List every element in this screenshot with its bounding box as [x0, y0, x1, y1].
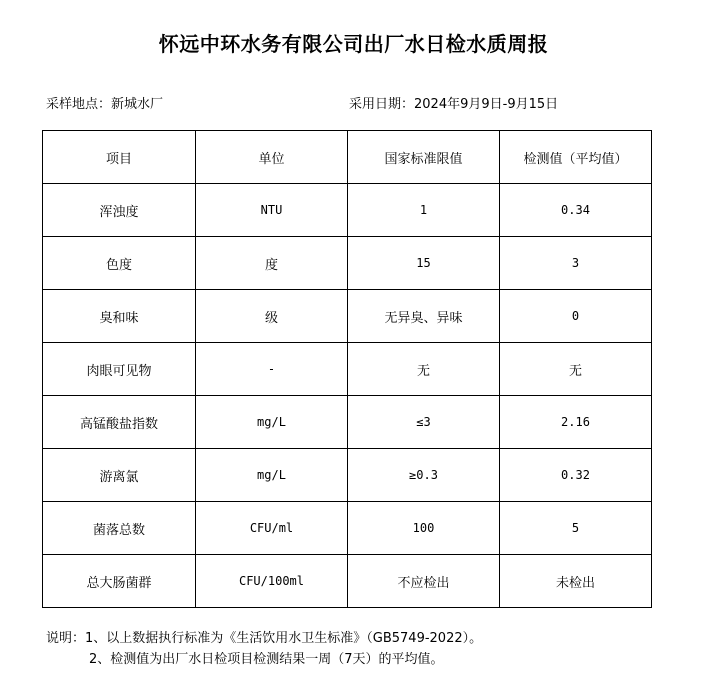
cell-unit: NTU	[196, 184, 348, 237]
table-row	[43, 184, 652, 237]
cell-item: 色度	[43, 237, 196, 290]
table-row	[43, 396, 652, 449]
sampling-date: 采用日期：2024年9月9日-9月15日	[349, 97, 559, 112]
cell-item: 游离氯	[43, 449, 196, 502]
cell-value: 0.34	[500, 184, 652, 237]
cell-unit: -	[196, 343, 348, 396]
header-measured-value: 检测值（平均值）	[500, 131, 652, 184]
cell-limit: 1	[348, 184, 500, 237]
cell-item: 总大肠菌群	[43, 555, 196, 608]
cell-value: 未检出	[500, 555, 652, 608]
cell-value: 3	[500, 237, 652, 290]
table-header-row	[43, 131, 652, 184]
table-row	[43, 555, 652, 608]
table-row	[43, 343, 652, 396]
header-item: 项目	[43, 131, 196, 184]
cell-unit: mg/L	[196, 396, 348, 449]
cell-limit: 无	[348, 343, 500, 396]
cell-item: 臭和味	[43, 290, 196, 343]
header-standard-limit: 国家标准限值	[348, 131, 500, 184]
note-line-1: 说明：1、以上数据执行标准为《生活饮用水卫生标准》（GB5749-2022）。	[46, 631, 483, 646]
cell-value: 0	[500, 290, 652, 343]
cell-unit: CFU/100ml	[196, 555, 348, 608]
cell-value: 5	[500, 502, 652, 555]
sampling-location: 采样地点：新城水厂	[46, 97, 164, 112]
table-row	[43, 237, 652, 290]
cell-value: 0.32	[500, 449, 652, 502]
table-row	[43, 290, 652, 343]
cell-limit: 不应检出	[348, 555, 500, 608]
cell-item: 浑浊度	[43, 184, 196, 237]
cell-unit: mg/L	[196, 449, 348, 502]
cell-unit: CFU/ml	[196, 502, 348, 555]
cell-value: 无	[500, 343, 652, 396]
cell-value: 2.16	[500, 396, 652, 449]
cell-limit: ≥0.3	[348, 449, 500, 502]
cell-limit: 100	[348, 502, 500, 555]
cell-limit: 无异臭、异味	[348, 290, 500, 343]
cell-limit: 15	[348, 237, 500, 290]
table-row	[43, 449, 652, 502]
water-quality-table	[42, 130, 652, 608]
cell-item: 高锰酸盐指数	[43, 396, 196, 449]
note-line-2: 2、检测值为出厂水日检项目检测结果一周（7天）的平均值。	[89, 652, 444, 667]
cell-item: 菌落总数	[43, 502, 196, 555]
header-unit: 单位	[196, 131, 348, 184]
cell-item: 肉眼可见物	[43, 343, 196, 396]
report-title: 怀远中环水务有限公司出厂水日检水质周报	[158, 32, 549, 56]
cell-unit: 度	[196, 237, 348, 290]
table-row	[43, 502, 652, 555]
cell-limit: ≤3	[348, 396, 500, 449]
cell-unit: 级	[196, 290, 348, 343]
